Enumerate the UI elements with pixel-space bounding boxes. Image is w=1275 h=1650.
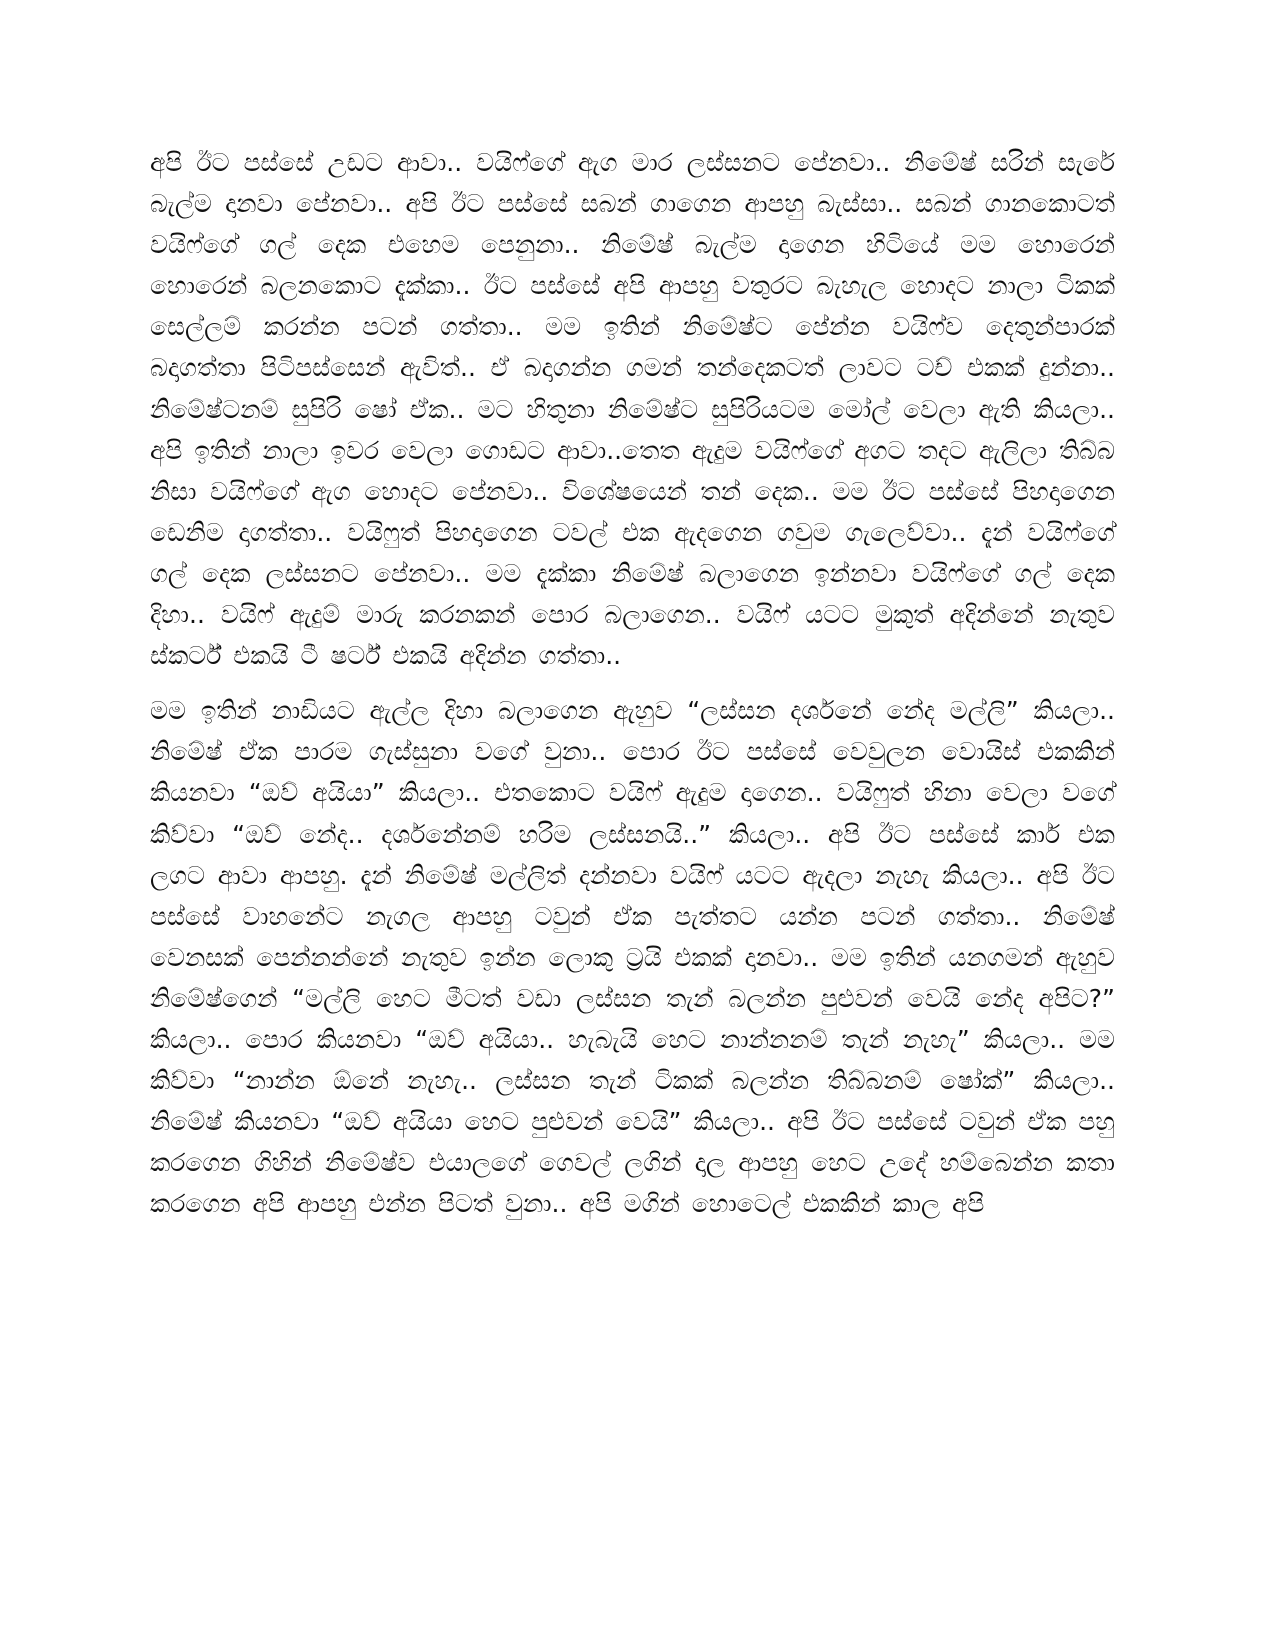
paragraph: අපි ඊට පස්සේ උඩට ආවා.. වයිෆ්ගේ ඇග මාර ලස්සනට පේනවා.. නිමේෂ් සරින් සැරේ බැල්ම දානවා පේනවා.. අපි ඊට පස්සේ සබන් ගාගෙන ආපහු බැස්සා.. සබන් ගානකොටත් වයිෆ්ගේ ගල් දෙක එහෙම පෙනුනා.. නිමේෂ් බැල්ම දාගෙන හිටියේ මම හොරෙන් හොරෙන් බලනකොට දැක්කා.. ඊට පස්සේ අපි ආපහු වතුරට බැහැල හොදට නාලා ටිකක් සෙල්ලම් කරන්න පටන් ගත්තා.. මම ඉතින් නිමේෂ්ට පේන්න වයිෆ්ව දෙතුන්පාරක් බදාගත්තා පිටිපස්සෙන් ඇවිත්.. ඒ බදාගන්න ගමන් තන්දෙකටත් ලාවට ටච් එකක් දුන්නා.. නිමේෂ්ටනම් සුපිරි ෂෝ ඒක.. මට හිතුනා නිමේෂ්ට සුපිරියටම මෝල් වෙලා ඇති කියලා.. අපි ඉතින් නාලා ඉවර වෙලා ගොඩට ආවා..තෙත ඇදුම වයිෆ්ගේ අගට තදට ඇලිලා තිබ්බ නිසා වයිෆ්ගේ ඇග හොදට පේනවා.. විශේෂයෙන් තන් දෙක.. මම ඊට පස්සේ පිහදාගෙන ඩෙනිම දාගත්තා.. වයිෆුත් පිහදාගෙන ටවල් එක ඇදගෙන ගවුම ගැලෙව්වා.. දැන් වයිෆ්ගේ ගල් දෙක ලස්සනට පේනවා.. මම දැක්කා නිමේෂ් බලාගෙන ඉන්නවා වයිෆ්ගේ ගල් දෙක දිහා.. වයිෆ් ඇදුම් මාරු කරනකන් පොර බලාගෙන.. වයිෆ් යටට මුකුත් අදින්නේ නැතුව ස්කර්ට් එකයි ටී ෂර්ට් එකයි අදින්න ගත්තා..: [150, 148, 1115, 671]
document-body: [150, 142, 1115, 1224]
paragraph: මම ඉතින් නාඩියට ඇල්ල දිහා බලාගෙන ඇහුව “ලස්සන දර්ශනේ නේද මල්ලි” කියලා.. නිමේෂ් ඒක පාරම ගැස්සුනා වගේ වුනා.. පොර ඊට පස්සේ වෙවුලන වොයිස් එකකින් කියනවා “ඔව් අයියා” කියලා.. එතකොට වයිෆ් ඇදුම දාගෙන.. වයිෆුත් හිනා වෙලා වගේ කිව්වා “ඔව් නේද.. දර්ශනේනම් හරිම ලස්සනයි..” කියලා.. අපි ඊට පස්සේ කාර් එක ලගට ආවා ආපහු. දැන් නිමේෂ් මල්ලිත් දන්නවා වයිෆ් යටට ඇදලා නැහැ කියලා.. අපි ඊට පස්සේ වාහනේට නැගල ආපහු ටවුන් ඒක පැත්තට යන්න පටන් ගත්තා.. නිමේෂ් වෙනසක් පෙන්නන්නේ නැතුව ඉන්න ලොකු ට්‍රයි එකක් දානවා.. මම ඉතින් යනගමන් ඇහුව නිමේෂ්ගෙන් “මල්ලි හෙට මීටත් වඩා ලස්සන තැන් බලන්න පුළුවන් වෙයි නේද අපිට?” කියලා.. පොර කියනවා “ඔව් අයියා.. හැබැයි හෙට නාන්නනම් තැන් නැහැ” කියලා.. මම කිව්වා “නාන්න ඕනේ නැහැ.. ලස්සන තැන් ටිකක් බලන්න තිබ්බනම් ෂෝක්” කියලා.. නිමේෂ් කියනවා “ඔව් අයියා හෙට පුළුවන් වෙයි” කියලා.. අපි ඊට පස්සේ ටවුන් ඒක පහු කරගෙන ගිහින් නිමේෂ්ව එයාලගේ ගෙවල් ලගින් දාල ආපහු හෙට උදේ හම්බෙන්න කතා කරගෙන අපි ආපහු එන්න පිටත් වුනා.. අපි මගින් හොටෙල් එකකින් කාල අපි: [150, 696, 1115, 1219]
